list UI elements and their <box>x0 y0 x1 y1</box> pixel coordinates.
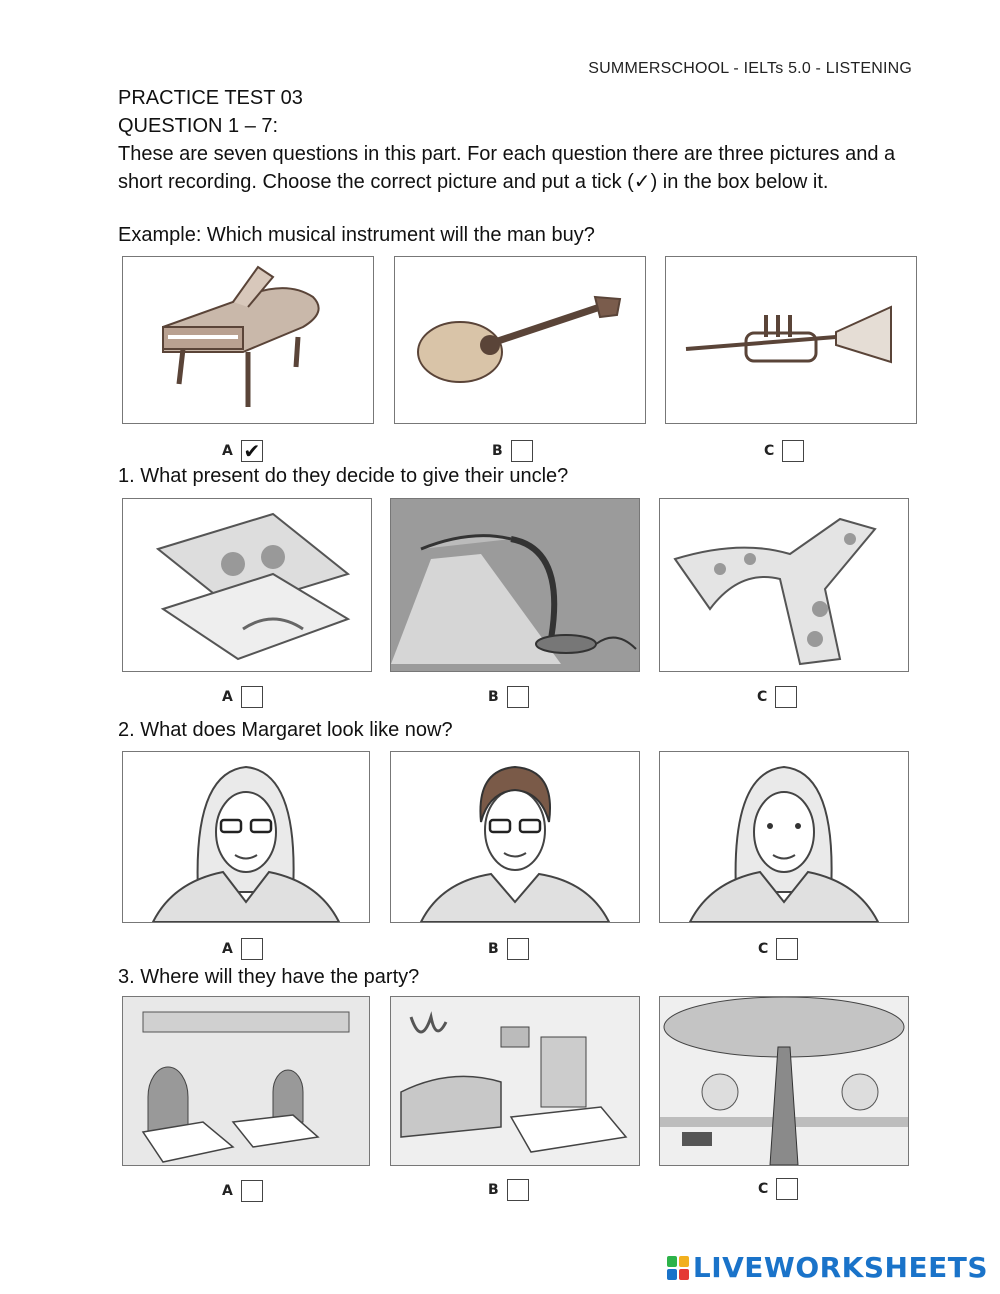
desk-lamp-icon <box>391 499 639 671</box>
choice-letter: A <box>222 941 233 957</box>
acoustic-guitar-picture <box>394 256 646 424</box>
long-hair-glasses-picture <box>122 751 370 923</box>
checkbox-c[interactable] <box>782 440 804 462</box>
checkbox-a-checked[interactable]: ✔ <box>241 440 263 462</box>
woman-long-hair-icon <box>660 752 908 922</box>
checkbox-c[interactable] <box>776 938 798 960</box>
example-choice-c <box>764 440 804 462</box>
restaurant-picture <box>122 996 370 1166</box>
checkbox-c[interactable] <box>775 686 797 708</box>
grand-piano-picture <box>122 256 374 424</box>
q2-choice-c <box>758 938 798 960</box>
checkbox-c[interactable] <box>776 1178 798 1200</box>
choice-letter: B <box>492 443 503 459</box>
example-question: Example: Which musical instrument will the man buy? <box>118 224 595 246</box>
instructions: These are seven questions in this part. For each question there are three pictures and a short recording. Choose the correct picture and put a tick (✓) in the box below it. <box>118 143 896 193</box>
choice-letter: C <box>758 941 769 957</box>
trumpet-picture <box>665 256 917 424</box>
short-hair-glasses-picture <box>390 751 640 923</box>
choice-letter: B <box>488 1182 499 1198</box>
checkbox-a[interactable] <box>241 686 263 708</box>
choice-letter: C <box>764 443 775 459</box>
woman-short-hair-glasses-icon <box>391 752 639 922</box>
checkbox-b[interactable] <box>511 440 533 462</box>
cd-case-icon <box>123 499 371 671</box>
q3-choice-c <box>758 1178 798 1200</box>
checkbox-b[interactable] <box>507 938 529 960</box>
choice-letter: A <box>222 1183 233 1199</box>
desk-lamp-picture <box>390 498 640 672</box>
flower-tie-picture <box>659 498 909 672</box>
living-room-picture <box>390 996 640 1166</box>
checkbox-a[interactable] <box>241 1180 263 1202</box>
test-title: PRACTICE TEST 03 <box>118 87 303 109</box>
question-2: 2. What does Margaret look like now? <box>118 719 453 741</box>
brand-name: LIVEWORKSHEETS <box>692 1251 988 1284</box>
liveworksheets-logo[interactable] <box>667 1251 988 1284</box>
park-icon <box>660 997 908 1165</box>
grand-piano-icon <box>123 257 373 423</box>
choice-letter: C <box>757 689 768 705</box>
q2-choice-b <box>488 938 529 960</box>
choice-letter: C <box>758 1181 769 1197</box>
q2-choice-a <box>222 938 263 960</box>
checkbox-b[interactable] <box>507 1179 529 1201</box>
q1-choice-b <box>488 686 529 708</box>
liveworksheets-icon <box>667 1256 689 1280</box>
acoustic-guitar-icon <box>395 257 645 423</box>
section-title: QUESTION 1 – 7: <box>118 115 279 137</box>
checkbox-b[interactable] <box>507 686 529 708</box>
example-choice-b <box>492 440 533 462</box>
park-picture <box>659 996 909 1166</box>
example-choice-a <box>222 440 263 462</box>
choice-letter: A <box>222 689 233 705</box>
question-1: 1. What present do they decide to give their uncle? <box>118 465 569 487</box>
checkbox-a[interactable] <box>241 938 263 960</box>
restaurant-icon <box>123 997 369 1165</box>
course-header: SUMMERSCHOOL - IELTs 5.0 - LISTENING <box>588 60 912 77</box>
woman-long-hair-glasses-icon <box>123 752 369 922</box>
choice-letter: B <box>488 941 499 957</box>
living-room-icon <box>391 997 639 1165</box>
choice-letter: B <box>488 689 499 705</box>
q1-choice-a <box>222 686 263 708</box>
long-hair-no-glasses-picture <box>659 751 909 923</box>
q3-choice-a <box>222 1180 263 1202</box>
trumpet-icon <box>666 257 916 423</box>
q1-choice-c <box>757 686 797 708</box>
question-3: 3. Where will they have the party? <box>118 966 420 988</box>
cd-case-picture <box>122 498 372 672</box>
flower-tie-icon <box>660 499 908 671</box>
test-heading <box>118 84 918 196</box>
q3-choice-b <box>488 1179 529 1201</box>
choice-letter: A <box>222 443 233 459</box>
